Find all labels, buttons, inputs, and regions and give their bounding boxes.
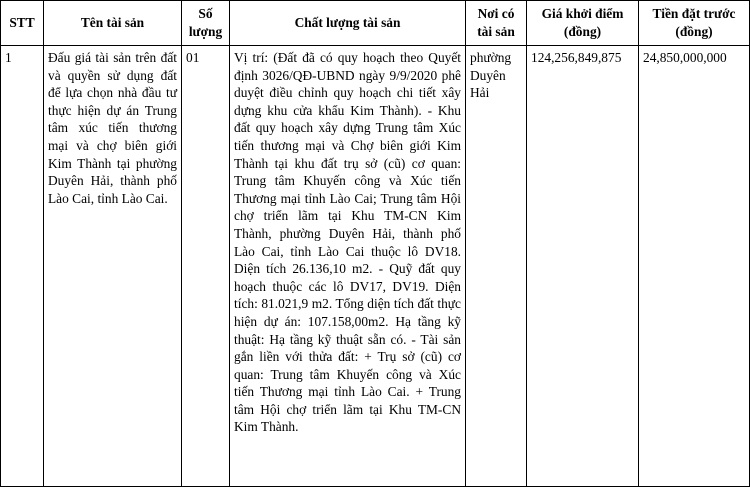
cell-quantity: 01 — [182, 46, 230, 487]
header-asset-location: Nơi có tài sản — [466, 1, 527, 46]
cell-asset-location: phường Duyên Hải — [466, 46, 527, 487]
table-header — [1, 1, 750, 46]
cell-starting-price: 124,256,849,875 — [527, 46, 639, 487]
header-stt: STT — [1, 1, 44, 46]
header-starting-price: Giá khởi điểm (đồng) — [527, 1, 639, 46]
header-asset-name: Tên tài sản — [44, 1, 182, 46]
header-deposit: Tiền đặt trước (đồng) — [639, 1, 750, 46]
cell-asset-name: Đấu giá tài sản trên đất và quyền sử dụng đất để lựa chọn nhà đầu tư thực hiện dự án Trung tâm xúc tiến thương mại và chợ biên giới Kim Thành tại phường Duyên Hải, thành phố Lào Cai, tỉnh Lào Cai. — [44, 46, 182, 487]
cell-asset-quality: Vị trí: (Đất đã có quy hoạch theo Quyết định 3026/QĐ-UBND ngày 9/9/2020 phê duyệt điều chỉnh quy hoạch chi tiết xây dựng khu cửa khẩu Kim Thành). - Khu đất quy hoạch xây dựng Trung tâm Xúc tiến thương mại và Chợ biên giới Kim Thành tại khu đất trụ sở (cũ) cơ quan: Trung tâm Khuyến công và Xúc tiến Thương mại tỉnh Lào Cai; Trung tâm Hội chợ triển lãm tại Khu TM-CN Kim Thành, phường Duyên Hải, thành phố Lào Cai, tỉnh Lào Cai thuộc lô DV18. Diện tích 26.136,10 m2. - Quỹ đất quy hoạch thuộc các lô DV17, DV19. Diện tích: 81.021,9 m2. Tổng diện tích đất thực hiện dự án: 107.158,00m2. Hạ tầng kỹ thuật: Hạ tầng kỹ thuật sẵn có. - Tài sản gắn liền với thửa đất: + Trụ sở (cũ) cơ quan: Trung tâm Khuyến công và Xúc tiến Thương mại tỉnh Lào Cai. + Trung tâm Hội chợ triển lãm tại Khu TM-CN Kim Thành. — [230, 46, 466, 487]
table-row — [1, 46, 750, 487]
table-body — [1, 46, 750, 487]
header-asset-quality: Chất lượng tài sản — [230, 1, 466, 46]
header-quantity: Số lượng — [182, 1, 230, 46]
cell-stt: 1 — [1, 46, 44, 487]
cell-deposit: 24,850,000,000 — [639, 46, 750, 487]
header-row — [1, 1, 750, 46]
